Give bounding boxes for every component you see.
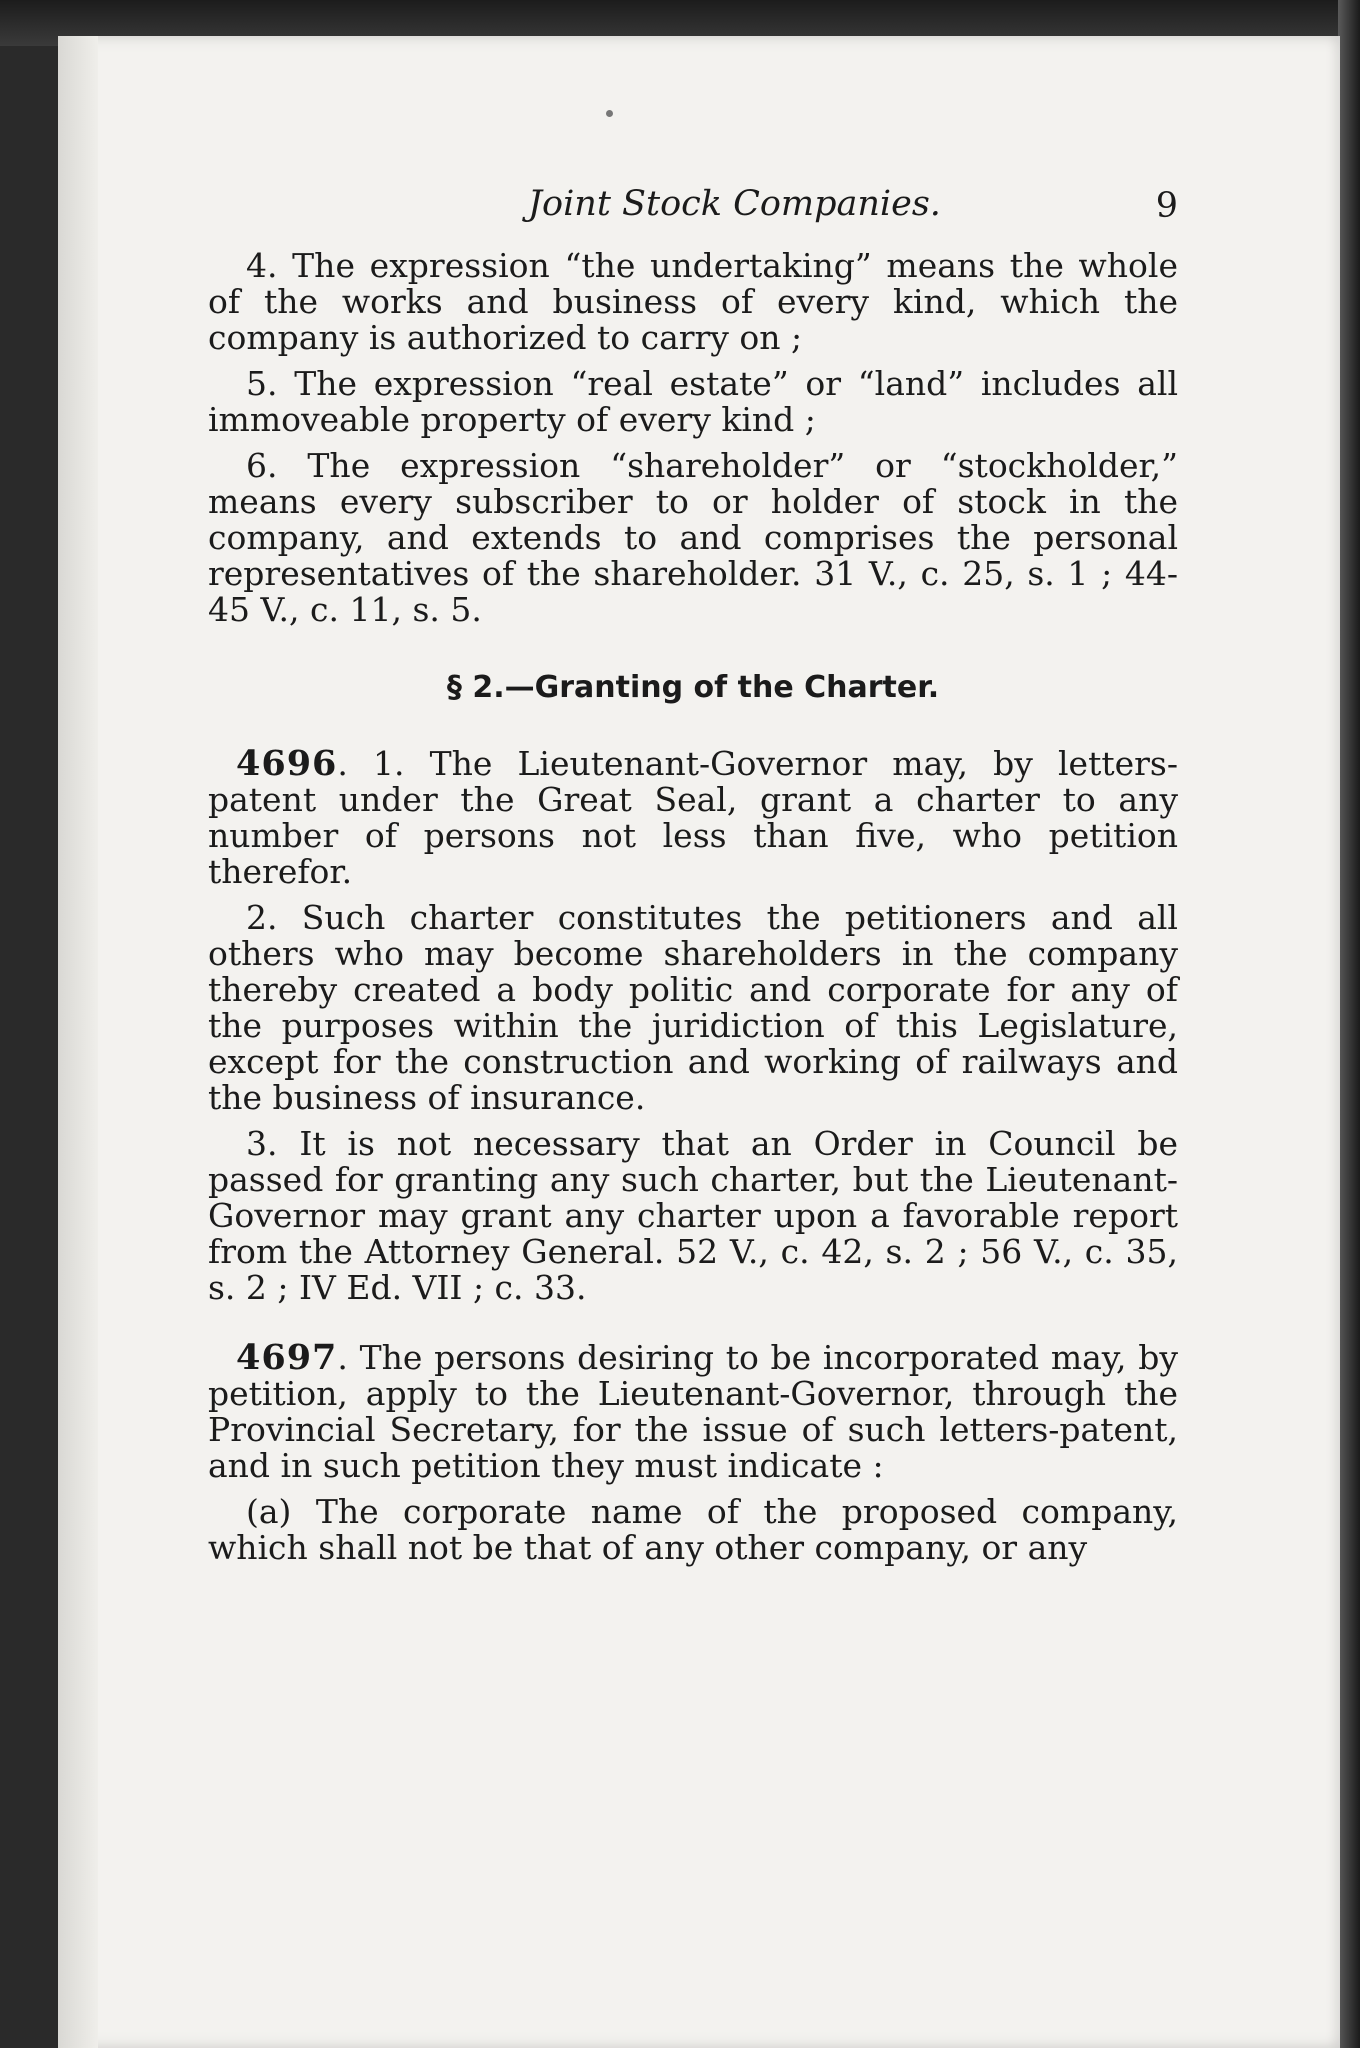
article-4697-paragraph-1 [208,1337,1178,1485]
article-number: 4696 [236,743,338,784]
page-header [208,186,1178,236]
running-head: Joint Stock Companies. [528,184,941,224]
page-number: 9 [1155,186,1178,226]
article-4697-paragraph-a: (a) The corporate name of the proposed company, which shall not be that of any other company, or any [208,1492,1178,1567]
article-number: 4697 [236,1337,338,1378]
book-page [58,36,1340,2048]
article-text: . The persons desiring to be incorporated may, by petition, apply to the Lieutenant-Governor, through the Provincial Secretary, for the issue of such letters-patent, and in such petition they must indicate : [208,1338,1178,1485]
article-4696-paragraph-1 [208,743,1178,891]
article-4696-paragraph-2: 2. Such charter constitutes the petitioners and all others who may become shareholders in the company thereby created a body politic and corporate for any of the purposes within the juridiction of this Legislature, except for the construction and working of railways and the business of insurance. [208,898,1178,1117]
ink-speck [606,110,613,117]
article-4696-paragraph-3: 3. It is not necessary that an Order in Council be passed for granting any such charter, but the Lieutenant-Governor may grant any charter upon a favorable report from the Attorney General. 52 V., c. 42, s. 2 ; 56 V., c. 35, s. 2 ; IV Ed. VII ; c. 33. [208,1124,1178,1307]
page-gutter [58,36,98,2048]
definition-paragraph-4: 4. The expression “the undertaking” means the whole of the works and business of every kind, which the company is authorized to carry on ; [208,246,1178,357]
scan-border-right [1338,0,1360,2048]
definition-paragraph-6: 6. The expression “shareholder” or “stockholder,” means every subscriber to or holder of stock in the company, and extends to and comprises the personal representatives of the shareholder. 31 V., c. 25, s. 1 ; 44-45 V., c. 11, s. 5. [208,446,1178,629]
article-text: . 1. The Lieutenant-Governor may, by letters-patent under the Great Seal, grant a charter to any number of persons not less than five, who petition therefor. [208,744,1178,891]
definition-paragraph-5: 5. The expression “real estate” or “land” includes all immoveable property of every kind ; [208,364,1178,439]
section-heading: § 2.—Granting of the Charter. [446,670,940,705]
page-text [208,186,1178,1566]
